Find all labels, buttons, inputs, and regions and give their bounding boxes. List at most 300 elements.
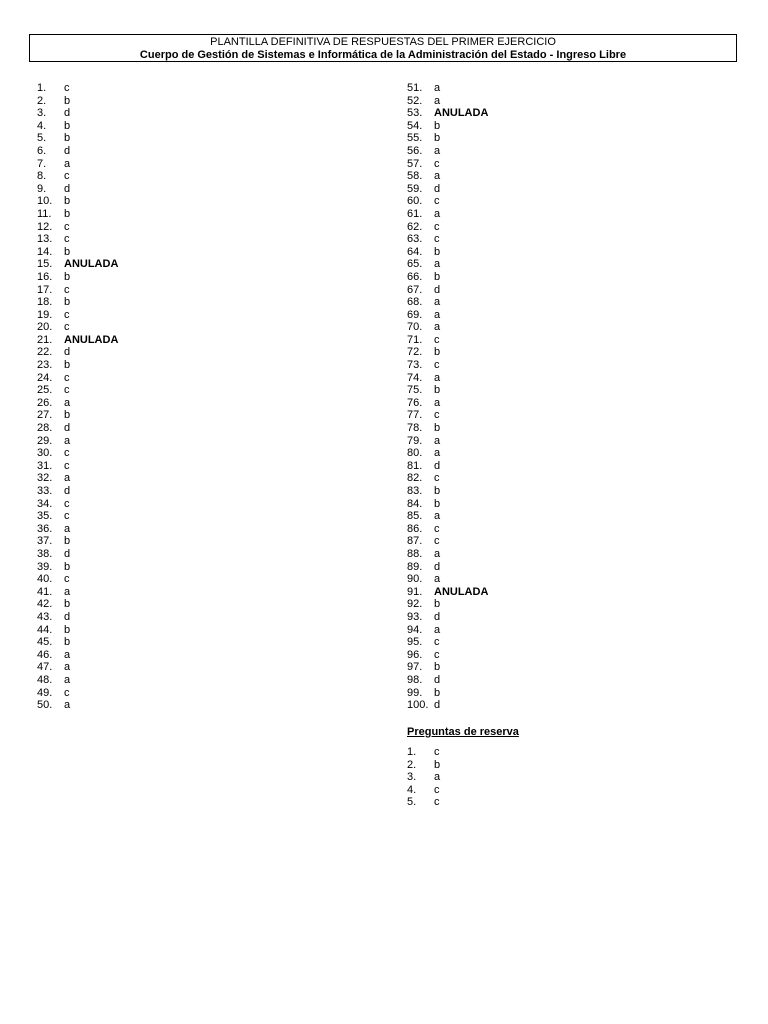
answer-letter: c (64, 686, 70, 699)
answer-letter: a (434, 396, 441, 409)
answer-row (407, 535, 488, 548)
answer-row (407, 372, 488, 385)
question-number: 28. (37, 422, 53, 435)
question-number: 68. (407, 296, 423, 309)
answer-letter: b (434, 758, 441, 771)
answer-row (407, 674, 488, 687)
answer-letter: b (64, 409, 71, 422)
answer-row (37, 233, 118, 246)
question-number: 32. (37, 472, 53, 485)
question-number: 29. (37, 434, 53, 447)
answer-letter: d (64, 485, 71, 497)
answer-row (407, 796, 440, 809)
question-number: 27. (37, 409, 53, 422)
answer-letter: c (434, 409, 440, 422)
question-number: 17. (37, 283, 53, 296)
answer-letter: b (434, 346, 441, 359)
answer-letter: c (64, 573, 70, 586)
question-number: 47. (37, 661, 53, 674)
question-number: 30. (37, 447, 53, 460)
question-number: 66. (407, 270, 423, 283)
answer-letter: d (434, 459, 441, 472)
answer-letter: d (64, 144, 71, 157)
question-number: 4. (37, 119, 47, 132)
question-number: 46. (37, 648, 53, 661)
answer-row (407, 145, 488, 158)
answer-row (407, 649, 488, 662)
answer-row (37, 258, 118, 271)
answer-letter: a (64, 585, 71, 598)
reserve-answers-column (407, 746, 440, 809)
answer-row (37, 271, 118, 284)
answer-letter: c (434, 359, 440, 372)
answer-row (407, 296, 488, 309)
question-number: 16. (37, 270, 53, 283)
question-number: 12. (37, 220, 53, 233)
answer-row (37, 384, 118, 397)
question-number: 38. (37, 547, 53, 560)
answer-row (407, 460, 488, 473)
document-title: PLANTILLA DEFINITIVA DE RESPUESTAS DEL PRIMER EJERCICIO (210, 36, 556, 48)
answer-letter: a (434, 296, 441, 309)
answer-letter: a (434, 170, 441, 183)
question-number: 6. (37, 144, 47, 157)
answer-row (407, 397, 488, 410)
answer-row (37, 460, 118, 473)
answer-letter: c (64, 233, 70, 246)
answer-row (37, 208, 118, 221)
question-number: 58. (407, 170, 423, 183)
answer-row (37, 158, 118, 171)
answer-letter: b (64, 359, 71, 372)
question-number: 2. (37, 94, 47, 107)
answer-row (37, 498, 118, 511)
answer-letter: b (434, 245, 441, 258)
answer-letter: a (434, 510, 441, 523)
answer-row (37, 598, 118, 611)
answer-row (37, 687, 118, 700)
answer-letter: b (434, 598, 441, 611)
question-number: 69. (407, 308, 423, 321)
question-number: 78. (407, 422, 423, 435)
question-number: 73. (407, 359, 423, 372)
answer-row (407, 309, 488, 322)
answer-letter: b (434, 497, 441, 510)
answer-letter: c (434, 535, 440, 548)
answer-letter: c (434, 522, 440, 535)
question-number: 81. (407, 459, 423, 472)
answer-letter: a (64, 522, 71, 535)
answer-row (407, 183, 488, 196)
question-number: 3. (407, 771, 417, 784)
answer-row (407, 208, 488, 221)
question-number: 24. (37, 371, 53, 384)
answer-row (407, 258, 488, 271)
question-number: 84. (407, 497, 423, 510)
answer-row (407, 498, 488, 511)
document-subtitle: Cuerpo de Gestión de Sistemas e Informática de la Administración del Estado - Ingreso Libre (139, 49, 627, 61)
question-number: 31. (37, 459, 53, 472)
answer-row (407, 435, 488, 448)
answer-letter: b (64, 195, 71, 208)
answer-letter: b (434, 119, 441, 132)
question-number: 85. (407, 510, 423, 523)
answer-row (407, 107, 488, 120)
answer-letter: c (64, 371, 70, 384)
answer-row (37, 321, 118, 334)
answer-letter: b (434, 485, 441, 497)
question-number: 99. (407, 686, 423, 699)
question-number: 88. (407, 547, 423, 560)
question-number: 36. (37, 522, 53, 535)
answer-letter: c (64, 459, 70, 472)
document-header (29, 34, 737, 62)
answer-letter: c (64, 82, 70, 94)
question-number: 86. (407, 522, 423, 535)
answer-letter: b (64, 207, 71, 220)
question-number: 14. (37, 245, 53, 258)
answer-row (407, 472, 488, 485)
answer-row (407, 771, 440, 784)
answer-letter: c (64, 283, 70, 296)
answer-row (37, 246, 118, 259)
answer-letter: c (64, 170, 70, 183)
answer-letter: a (434, 308, 441, 321)
answer-row (37, 573, 118, 586)
question-number: 45. (37, 636, 53, 649)
answer-letter: d (64, 610, 71, 623)
answer-letter: a (434, 371, 441, 384)
answer-letter: c (434, 233, 440, 246)
answer-letter: a (64, 648, 71, 661)
answer-letter: c (64, 497, 70, 510)
answer-annulled: ANULADA (64, 333, 119, 346)
answer-row (407, 246, 488, 259)
answer-row (407, 784, 440, 797)
question-number: 37. (37, 535, 53, 548)
question-number: 10. (37, 195, 53, 208)
answer-row (407, 221, 488, 234)
answer-letter: a (434, 82, 441, 94)
reserve-section-title: Preguntas de reserva (407, 726, 519, 738)
question-number: 5. (37, 132, 47, 145)
answer-row (37, 95, 118, 108)
answer-row (37, 611, 118, 624)
question-number: 42. (37, 598, 53, 611)
question-number: 94. (407, 623, 423, 636)
answer-row (37, 435, 118, 448)
answer-row (407, 95, 488, 108)
answer-letter: c (434, 783, 440, 796)
answer-row (407, 573, 488, 586)
question-number: 11. (37, 207, 52, 220)
answer-letter: c (434, 796, 440, 809)
question-number: 77. (407, 409, 423, 422)
question-number: 80. (407, 447, 423, 460)
question-number: 57. (407, 157, 423, 170)
answer-row (37, 107, 118, 120)
question-number: 96. (407, 648, 423, 661)
answer-letter: c (64, 510, 70, 523)
answer-letter: b (64, 623, 71, 636)
answer-letter: a (434, 447, 441, 460)
question-number: 19. (37, 308, 53, 321)
answer-row (37, 170, 118, 183)
answer-letter: b (64, 296, 71, 309)
question-number: 35. (37, 510, 53, 523)
question-number: 5. (407, 796, 417, 809)
answer-row (407, 561, 488, 574)
answer-letter: a (434, 434, 441, 447)
question-number: 20. (37, 321, 53, 334)
answer-letter: d (434, 673, 441, 686)
answer-row (407, 346, 488, 359)
question-number: 25. (37, 384, 53, 397)
answer-row (37, 699, 118, 712)
question-number: 71. (407, 333, 423, 346)
question-number: 34. (37, 497, 53, 510)
answer-letter: d (64, 182, 71, 195)
question-number: 55. (407, 132, 423, 145)
answer-row (407, 321, 488, 334)
answer-row (37, 523, 118, 536)
answer-row (37, 183, 118, 196)
answer-letter: b (434, 661, 441, 674)
answer-letter: b (64, 132, 71, 145)
question-number: 51. (407, 82, 423, 94)
answer-letter: b (64, 598, 71, 611)
question-number: 4. (407, 783, 417, 796)
answer-annulled: ANULADA (434, 585, 489, 598)
question-number: 22. (37, 346, 53, 359)
answer-letter: c (64, 384, 70, 397)
answer-row (407, 746, 440, 759)
question-number: 89. (407, 560, 423, 573)
answer-letter: b (64, 119, 71, 132)
answer-row (407, 485, 488, 498)
answer-row (407, 158, 488, 171)
question-number: 40. (37, 573, 53, 586)
question-number: 54. (407, 119, 423, 132)
question-number: 59. (407, 182, 423, 195)
answer-row (37, 649, 118, 662)
answer-row (407, 409, 488, 422)
answer-letter: a (434, 547, 441, 560)
answer-row (37, 284, 118, 297)
answer-letter: b (434, 686, 441, 699)
answer-letter: b (434, 132, 441, 145)
question-number: 15. (37, 258, 53, 271)
answer-letter: c (434, 333, 440, 346)
answer-row (37, 510, 118, 523)
answer-row (407, 334, 488, 347)
question-number: 62. (407, 220, 423, 233)
answer-row (37, 624, 118, 637)
answer-row (37, 359, 118, 372)
answer-row (37, 548, 118, 561)
answer-letter: c (434, 220, 440, 233)
answer-row (37, 346, 118, 359)
answer-row (407, 447, 488, 460)
question-number: 67. (407, 283, 423, 296)
answer-row (407, 598, 488, 611)
answer-row (37, 120, 118, 133)
answer-letter: c (64, 447, 70, 460)
answer-letter: d (64, 422, 71, 435)
answer-row (37, 661, 118, 674)
question-number: 79. (407, 434, 423, 447)
answer-row (407, 384, 488, 397)
answer-row (407, 284, 488, 297)
answer-row (37, 535, 118, 548)
question-number: 61. (407, 207, 423, 220)
answer-letter: a (434, 623, 441, 636)
answers-column-left (37, 82, 118, 712)
answer-row (37, 472, 118, 485)
answer-annulled: ANULADA (434, 107, 489, 120)
answer-letter: d (434, 182, 441, 195)
answer-letter: a (434, 207, 441, 220)
answer-letter: b (64, 535, 71, 548)
question-number: 2. (407, 758, 417, 771)
question-number: 95. (407, 636, 423, 649)
answer-row (407, 636, 488, 649)
answer-row (37, 296, 118, 309)
answer-row (407, 523, 488, 536)
answer-row (407, 661, 488, 674)
answer-letter: b (64, 94, 71, 107)
answer-row (37, 372, 118, 385)
answer-letter: a (434, 94, 441, 107)
answer-row (407, 624, 488, 637)
question-number: 21. (37, 333, 53, 346)
answer-row (37, 132, 118, 145)
answer-letter: b (434, 422, 441, 435)
question-number: 52. (407, 94, 423, 107)
answer-row (37, 334, 118, 347)
answer-row (407, 510, 488, 523)
answer-letter: b (64, 560, 71, 573)
answer-letter: a (64, 673, 71, 686)
answer-row (37, 561, 118, 574)
answer-letter: c (64, 220, 70, 233)
question-number: 93. (407, 610, 423, 623)
answer-row (37, 422, 118, 435)
answer-row (37, 221, 118, 234)
answer-row (407, 233, 488, 246)
answer-row (37, 586, 118, 599)
answer-row (407, 611, 488, 624)
answer-letter: b (64, 636, 71, 649)
question-number: 60. (407, 195, 423, 208)
answer-letter: a (64, 699, 71, 712)
question-number: 76. (407, 396, 423, 409)
question-number: 82. (407, 472, 423, 485)
answer-row (37, 195, 118, 208)
question-number: 7. (37, 157, 47, 170)
answer-letter: a (434, 321, 441, 334)
answer-annulled: ANULADA (64, 258, 119, 271)
question-number: 83. (407, 485, 423, 497)
answer-row (407, 586, 488, 599)
answer-row (37, 409, 118, 422)
question-number: 56. (407, 144, 423, 157)
answer-row (407, 422, 488, 435)
answer-letter: b (64, 270, 71, 283)
question-number: 23. (37, 359, 53, 372)
answer-letter: c (434, 472, 440, 485)
question-number: 97. (407, 661, 423, 674)
answer-letter: c (434, 195, 440, 208)
answer-row (407, 699, 488, 712)
answer-letter: a (434, 144, 441, 157)
question-number: 50. (37, 699, 53, 712)
answer-letter: d (64, 547, 71, 560)
question-number: 1. (407, 746, 417, 758)
question-number: 1. (37, 82, 47, 94)
question-number: 91. (407, 585, 423, 598)
question-number: 8. (37, 170, 47, 183)
answers-column-right (407, 82, 488, 712)
question-number: 41. (37, 585, 53, 598)
answer-letter: d (434, 283, 441, 296)
question-number: 13. (37, 233, 53, 246)
answer-row (37, 145, 118, 158)
answer-row (407, 687, 488, 700)
question-number: 74. (407, 371, 423, 384)
answer-letter: d (434, 699, 441, 712)
answer-row (37, 397, 118, 410)
question-number: 9. (37, 182, 47, 195)
answer-letter: a (64, 396, 71, 409)
question-number: 43. (37, 610, 53, 623)
answer-letter: d (434, 610, 441, 623)
answer-row (37, 674, 118, 687)
answer-row (407, 195, 488, 208)
answer-letter: a (434, 771, 441, 784)
question-number: 72. (407, 346, 423, 359)
answer-letter: d (64, 346, 71, 359)
answer-letter: a (64, 472, 71, 485)
question-number: 18. (37, 296, 53, 309)
answer-row (407, 132, 488, 145)
question-number: 53. (407, 107, 423, 120)
answer-letter: a (434, 258, 441, 271)
answer-row (407, 359, 488, 372)
question-number: 70. (407, 321, 423, 334)
question-number: 100. (407, 699, 429, 712)
question-number: 33. (37, 485, 53, 497)
question-number: 87. (407, 535, 423, 548)
question-number: 65. (407, 258, 423, 271)
answer-letter: a (64, 434, 71, 447)
answer-row (37, 309, 118, 322)
answer-letter: c (434, 157, 440, 170)
question-number: 3. (37, 107, 47, 120)
answer-letter: d (64, 107, 71, 120)
answer-letter: c (64, 308, 70, 321)
answer-row (407, 82, 488, 95)
answer-letter: b (64, 245, 71, 258)
answer-letter: a (434, 573, 441, 586)
question-number: 64. (407, 245, 423, 258)
question-number: 49. (37, 686, 53, 699)
question-number: 39. (37, 560, 53, 573)
answer-letter: b (434, 270, 441, 283)
answer-row (407, 271, 488, 284)
question-number: 63. (407, 233, 423, 246)
question-number: 98. (407, 673, 423, 686)
